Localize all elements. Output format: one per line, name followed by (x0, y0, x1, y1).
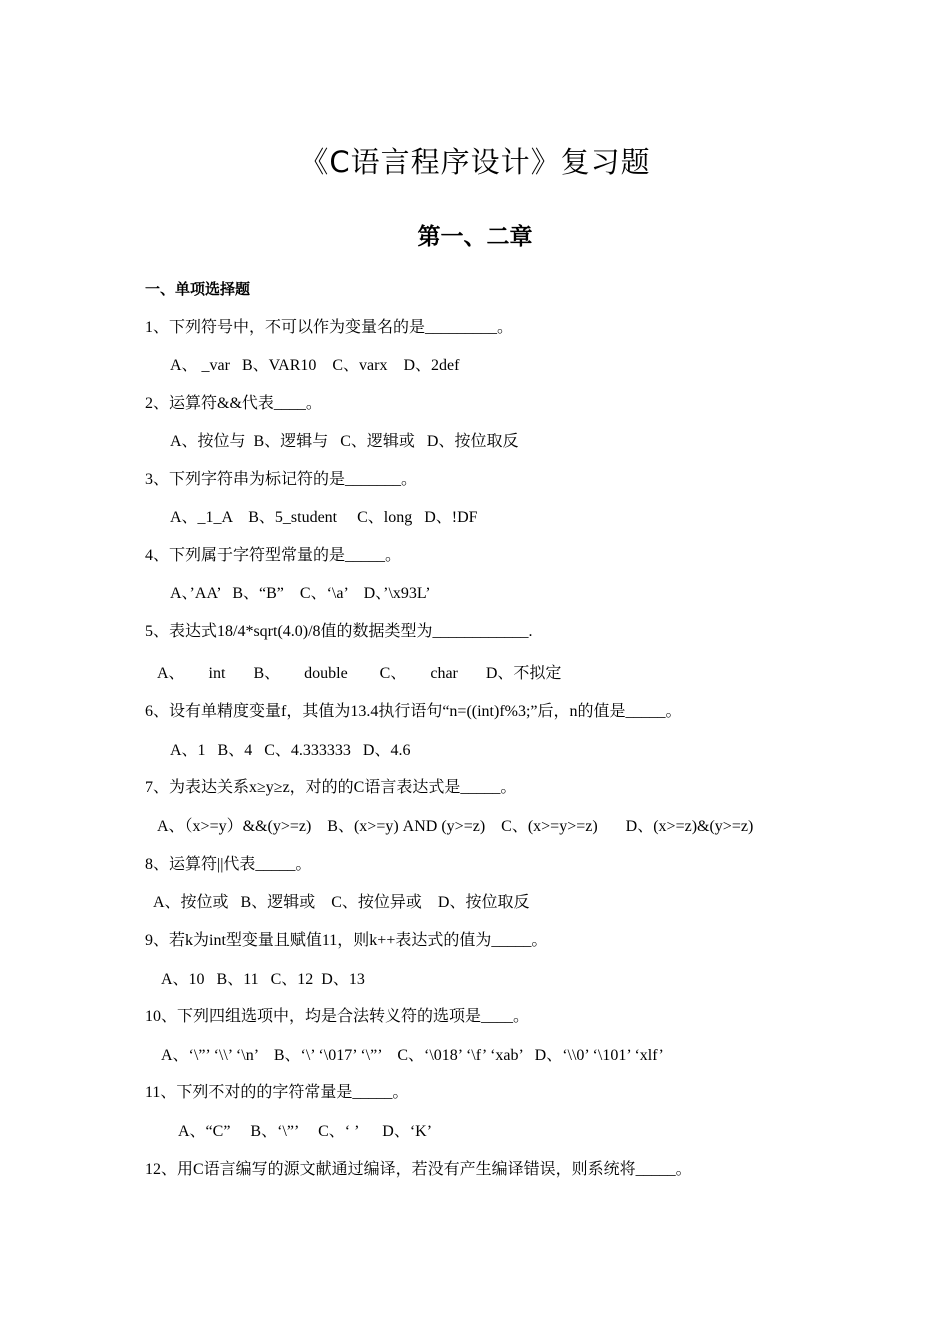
question-5: 5、表达式18/4*sqrt(4.0)/8值的数据类型为____________. (145, 623, 533, 640)
chapter-heading: 第一、二章 (417, 224, 533, 250)
question-6: 6、设有单精度变量f，其值为13.4执行语句“n=((int)f%3;”后，n的值是_____。 (145, 703, 682, 720)
options-11: A、“C” B、‘\”’ C、‘ ’ D、‘K’ (178, 1123, 433, 1140)
question-10: 10、下列四组选项中，均是合法转义符的选项是____。 (145, 1008, 530, 1025)
question-12: 12、用C语言编写的源文献通过编译，若没有产生编译错误，则系统将_____。 (145, 1161, 692, 1178)
options-5: A、 int B、 double C、 char D、不拟定 (157, 665, 562, 682)
question-2: 2、运算符&&代表____。 (145, 395, 322, 412)
section-heading: 一、单项选择题 (145, 280, 251, 298)
options-4: A、’AA’ B、“B” C、‘\a’ D、’\x93L’ (170, 585, 431, 602)
options-10: A、‘\”’ ‘\\’ ‘\n’ B、‘\’ ‘\017’ ‘\”’ C、‘\018’ ‘\f’ ‘xab’ D、‘\\0’ ‘\101’ ‘xlf’ (161, 1047, 664, 1064)
options-6: A、1 B、4 C、4.333333 D、4.6 (170, 742, 411, 759)
options-7: A、（x>=y）&&(y>=z) B、(x>=y) AND (y>=z) C、(x>=y>=z) D、(x>=z)&(y>=z) (157, 818, 754, 835)
question-9: 9、若k为int型变量且赋值11，则k++表达式的值为_____。 (145, 932, 548, 949)
question-8: 8、运算符||代表_____。 (145, 856, 312, 873)
question-11: 11、下列不对的的字符常量是_____。 (145, 1084, 409, 1101)
question-7: 7、为表达关系x≥y≥z，对的的C语言表达式是_____。 (145, 779, 517, 796)
options-3: A、_1_A B、5_student C、long D、!DF (170, 509, 478, 526)
options-8: A、按位或 B、逻辑或 C、按位异或 D、按位取反 (153, 894, 530, 911)
options-1: A、 _var B、VAR10 C、varx D、2def (170, 357, 460, 374)
question-4: 4、下列属于字符型常量的是_____。 (145, 547, 402, 564)
question-3: 3、下列字符串为标记符的是_______。 (145, 471, 418, 488)
document-title: 《C语言程序设计》复习题 (299, 145, 651, 179)
question-1: 1、下列符号中，不可以作为变量名的是_________。 (145, 319, 514, 336)
options-9: A、10 B、11 C、12 D、13 (161, 971, 365, 988)
options-2: A、按位与 B、逻辑与 C、逻辑或 D、按位取反 (170, 433, 519, 450)
